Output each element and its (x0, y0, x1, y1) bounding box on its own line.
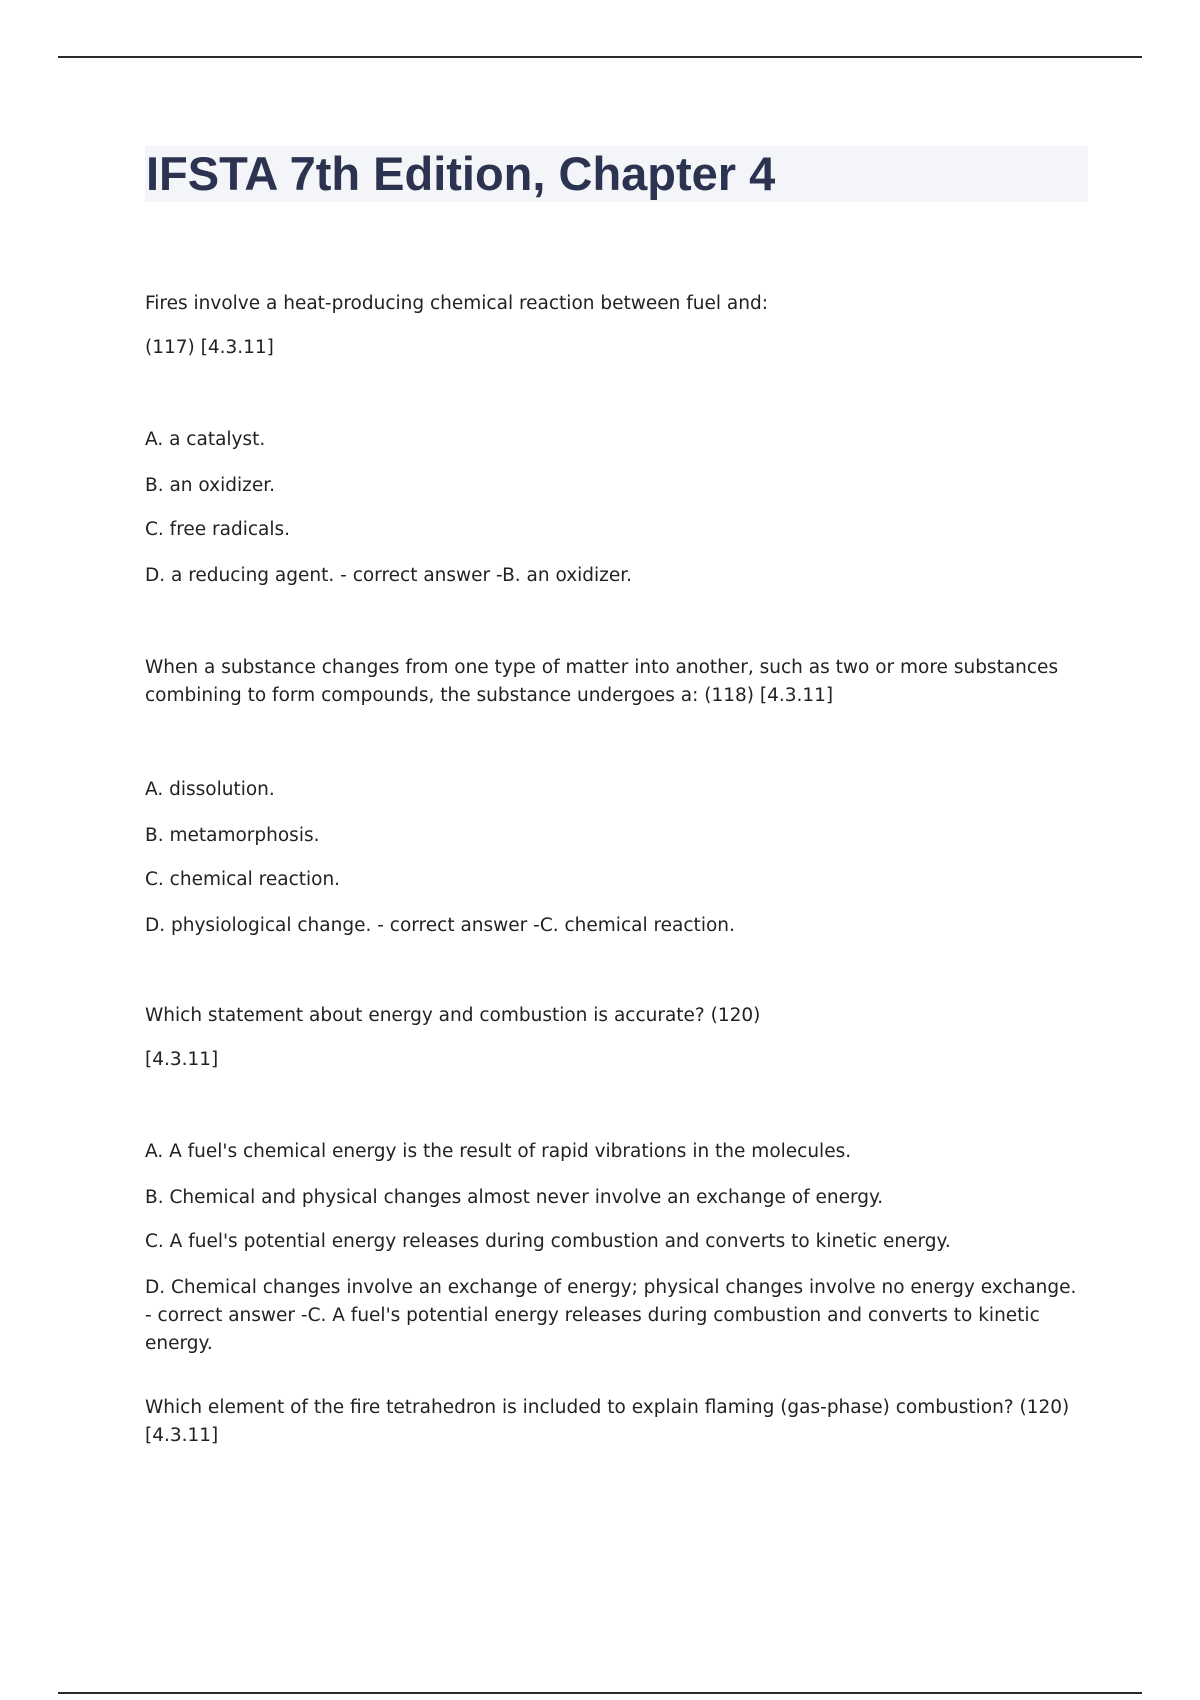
document-title: IFSTA 7th Edition, Chapter 4 (146, 147, 776, 200)
option-c: C. A fuel's potential energy releases during combustion and converts to kinetic energy. (145, 1231, 951, 1252)
question-stem: Fires involve a heat-producing chemical reaction between fuel and: (145, 293, 768, 314)
option-b: B. an oxidizer. (145, 475, 275, 496)
option-a: A. A fuel's chemical energy is the result of rapid vibrations in the molecules. (145, 1141, 852, 1162)
option-a: A. a catalyst. (145, 429, 266, 450)
header-rule (58, 56, 1142, 58)
question-stem: Which element of the fire tetrahedron is included to explain flaming (gas-phase) combustion? (120) [4.3.11] (145, 1397, 1070, 1446)
option-d-answer: D. Chemical changes involve an exchange of energy; physical changes involve no energy exchange. - correct answer -C. A fuel's potential energy releases during combustion and converts to kinetic energy. (145, 1277, 1077, 1354)
question-stem: Which statement about energy and combustion is accurate? (120) (145, 1005, 761, 1026)
option-b: B. Chemical and physical changes almost never involve an exchange of energy. (145, 1187, 884, 1208)
option-d-answer: D. physiological change. - correct answer -C. chemical reaction. (145, 915, 735, 936)
footer-rule (58, 1692, 1142, 1694)
question-reference: (117) [4.3.11] (145, 337, 274, 358)
option-a: A. dissolution. (145, 779, 275, 800)
option-c: C. free radicals. (145, 519, 291, 540)
option-c: C. chemical reaction. (145, 869, 341, 890)
question-stem: When a substance changes from one type of matter into another, such as two or more substances combining to form compounds, the substance undergoes a: (118) [4.3.11] (145, 657, 1059, 706)
option-d-answer: D. a reducing agent. - correct answer -B. an oxidizer. (145, 565, 633, 586)
option-b: B. metamorphosis. (145, 825, 320, 846)
question-reference: [4.3.11] (145, 1049, 219, 1070)
